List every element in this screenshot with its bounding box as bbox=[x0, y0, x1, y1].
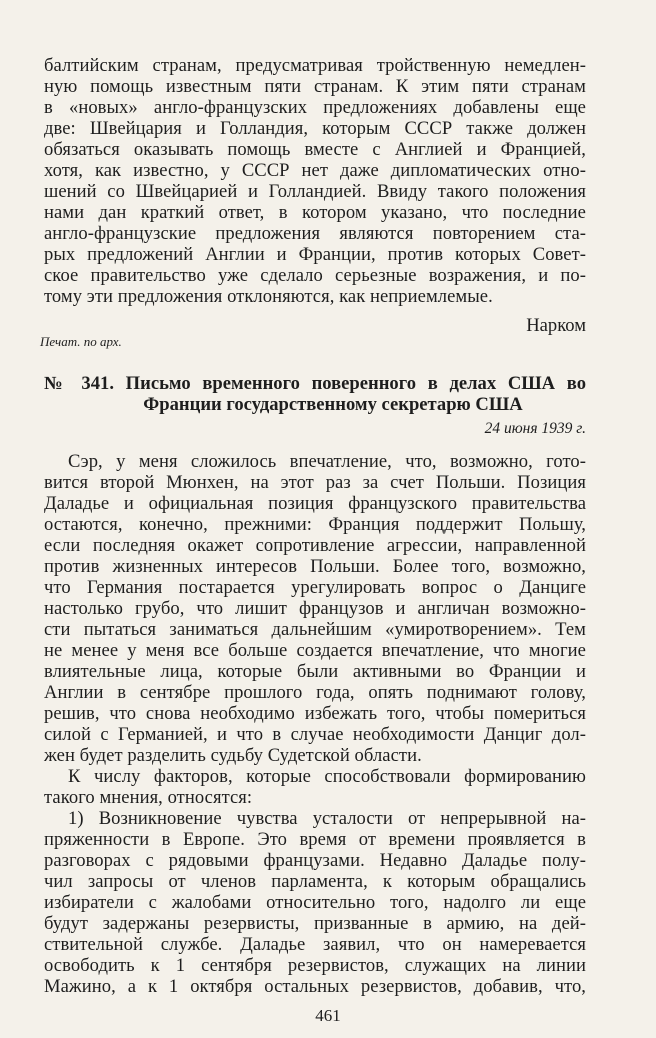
text-line: нами дан краткий ответ, в котором указано, что последние bbox=[44, 202, 586, 223]
text-line: решив, что снова необходимо избежать того, чтобы помериться bbox=[44, 703, 586, 724]
text-line: К числу факторов, которые способствовали формированию bbox=[68, 766, 586, 787]
text-line: настолько грубо, что лишит французов и англичан возможно- bbox=[44, 598, 586, 619]
text-line: две: Швейцария и Голландия, которым СССР также должен bbox=[44, 118, 586, 139]
text-line: будут задержаны резервисты, призванные в армию, на дей- bbox=[44, 913, 586, 934]
text-line: балтийским странам, предусматривая тройственную немедлен- bbox=[44, 55, 586, 76]
text-line: ную помощь известным пяти странам. К этим пяти странам bbox=[44, 76, 586, 97]
text-line: англо-французские предложения являются повторением ста- bbox=[44, 223, 586, 244]
text-line: шений со Швейцарией и Голландией. Ввиду такого положения bbox=[44, 181, 586, 202]
heading-line: Франции государственному секретарю США bbox=[143, 394, 523, 415]
text-line: освободить к 1 сентября резервистов, служащих на линии bbox=[44, 955, 586, 976]
text-line: Мажино, а к 1 октября остальных резервистов, добавив, что, bbox=[44, 976, 586, 997]
heading-line: № 341. Письмо временного поверенного в делах США во bbox=[44, 373, 586, 394]
text-line: рых предложений Англии и Франции, против которых Совет- bbox=[44, 244, 586, 265]
text-line: в «новых» англо-французских предложениях добавлены еще bbox=[44, 97, 586, 118]
text-line: не менее у меня все больше создается впечатление, что многие bbox=[44, 640, 586, 661]
text-line: 1) Возникновение чувства усталости от непрерывной на- bbox=[68, 808, 586, 829]
text-line: ское правительство уже сделало серьезные возражения, и по- bbox=[44, 265, 586, 286]
signature: Нарком bbox=[526, 315, 586, 336]
source-note: Печат. по арх. bbox=[40, 334, 122, 349]
text-line: ствительной службе. Даладье заявил, что он намеревается bbox=[44, 934, 586, 955]
page-number: 461 bbox=[315, 1006, 341, 1025]
text-line: разговорах с рядовыми французами. Недавно Даладье полу- bbox=[44, 850, 586, 871]
text-line: жен будет разделить судьбу Судетской области. bbox=[44, 745, 422, 766]
text-line: остаются, конечно, прежними: Франция поддержит Польшу, bbox=[44, 514, 586, 535]
text-line: обязаться оказывать помощь вместе с Англией и Францией, bbox=[44, 139, 586, 160]
text-line: пряженности в Европе. Это время от времени проявляется в bbox=[44, 829, 586, 850]
text-line: Даладье и официальная позиция французского правительства bbox=[44, 493, 586, 514]
text-line: влиятельные лица, которые были активными во Франции и bbox=[44, 661, 586, 682]
text-line: тому эти предложения отклоняются, как неприемлемые. bbox=[44, 286, 493, 307]
document-date: 24 июня 1939 г. bbox=[484, 420, 586, 437]
text-line: чил запросы от членов парламента, к которым обращались bbox=[44, 871, 586, 892]
text-line: Англии в сентябре прошлого года, опять поднимают голову, bbox=[44, 682, 586, 703]
text-line: если последняя окажет сопротивление агрессии, направленной bbox=[44, 535, 586, 556]
text-line: что Германия постарается урегулировать вопрос о Данциге bbox=[44, 577, 586, 598]
text-line: хотя, как известно, у СССР нет даже дипломатических отно- bbox=[44, 160, 586, 181]
text-line: такого мнения, относятся: bbox=[44, 787, 253, 808]
text-line: против жизненных интересов Польши. Более того, возможно, bbox=[44, 556, 586, 577]
text-line: избиратели с жалобами относительно того, надолго ли еще bbox=[44, 892, 586, 913]
text-line: вится второй Мюнхен, на этот раз за счет Польши. Позиция bbox=[44, 472, 586, 493]
text-line: Сэр, у меня сложилось впечатление, что, возможно, гото- bbox=[68, 451, 586, 472]
text-line: сти пытаться заниматься дальнейшим «умиротворением». Тем bbox=[44, 619, 586, 640]
text-line: силой с Германией, и что в случае необходимости Данциг дол- bbox=[44, 724, 586, 745]
